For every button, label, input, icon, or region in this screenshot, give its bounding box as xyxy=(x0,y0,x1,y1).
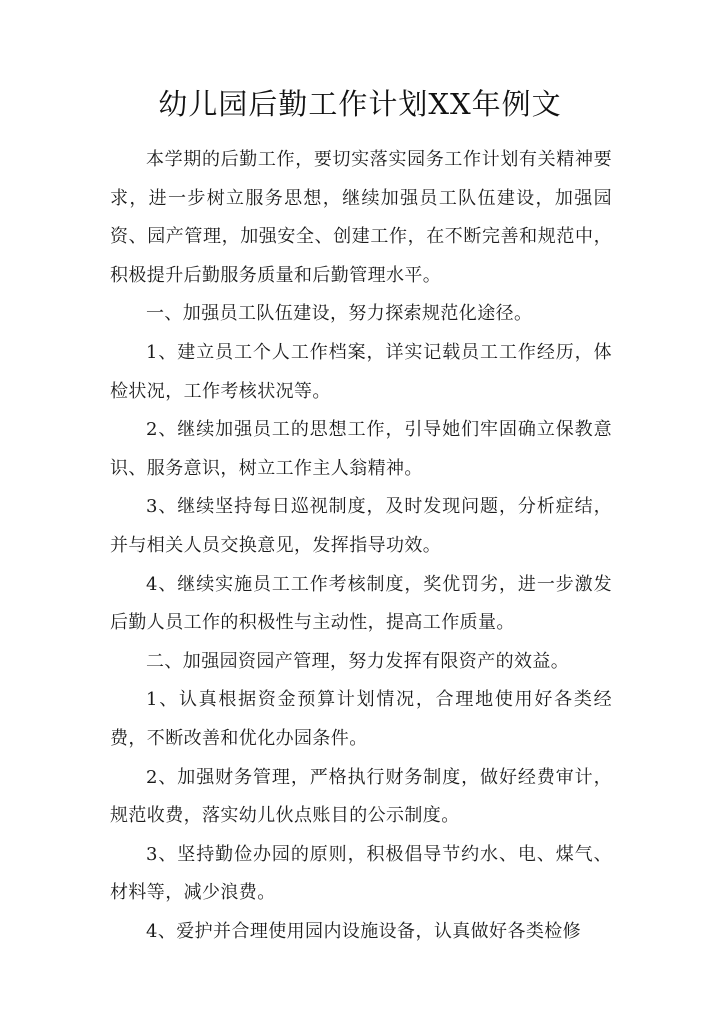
document-title: 幼儿园后勤工作计划XX年例文 xyxy=(158,87,562,121)
list-item: 4、继续实施员工工作考核制度，奖优罚劣，进一步激发后勤人员工作的积极性与主动性，提高工作质量。 xyxy=(110,573,612,634)
list-item: 2、加强财务管理，严格执行财务制度，做好经费审计，规范收费，落实幼儿伙点账目的公示制度。 xyxy=(110,766,612,827)
list-item: 3、坚持勤俭办园的原则，积极倡导节约水、电、煤气、材料等，减少浪费。 xyxy=(110,843,612,904)
section-heading-1: 一、加强员工队伍建设，努力探索规范化途径。 xyxy=(146,303,533,325)
list-item: 3、继续坚持每日巡视制度，及时发现问题，分析症结，并与相关人员交换意见，发挥指导功效。 xyxy=(110,496,612,556)
list-item: 1、建立员工个人工作档案，详实记载员工工作经历，体检状况，工作考核状况等。 xyxy=(110,341,612,402)
section-heading-2: 二、加强园资园产管理，努力发挥有限资产的效益。 xyxy=(146,650,570,672)
list-item: 4、爱护并合理使用园内设施设备，认真做好各类检修 xyxy=(146,920,582,942)
intro-paragraph: 本学期的后勤工作，要切实落实园务工作计划有关精神要求，进一步树立服务思想，继续加强员工队伍建设，加强园资、园产管理，加强安全、创建工作，在不断完善和规范中，积极提升后勤服务质量和后勤管理水平。 xyxy=(110,149,612,286)
list-item: 1、认真根据资金预算计划情况，合理地使用好各类经费，不断改善和优化办园条件。 xyxy=(110,689,612,749)
document-body xyxy=(110,141,612,951)
list-item: 2、继续加强员工的思想工作，引导她们牢固确立保教意识、服务意识，树立工作主人翁精神。 xyxy=(110,419,612,479)
